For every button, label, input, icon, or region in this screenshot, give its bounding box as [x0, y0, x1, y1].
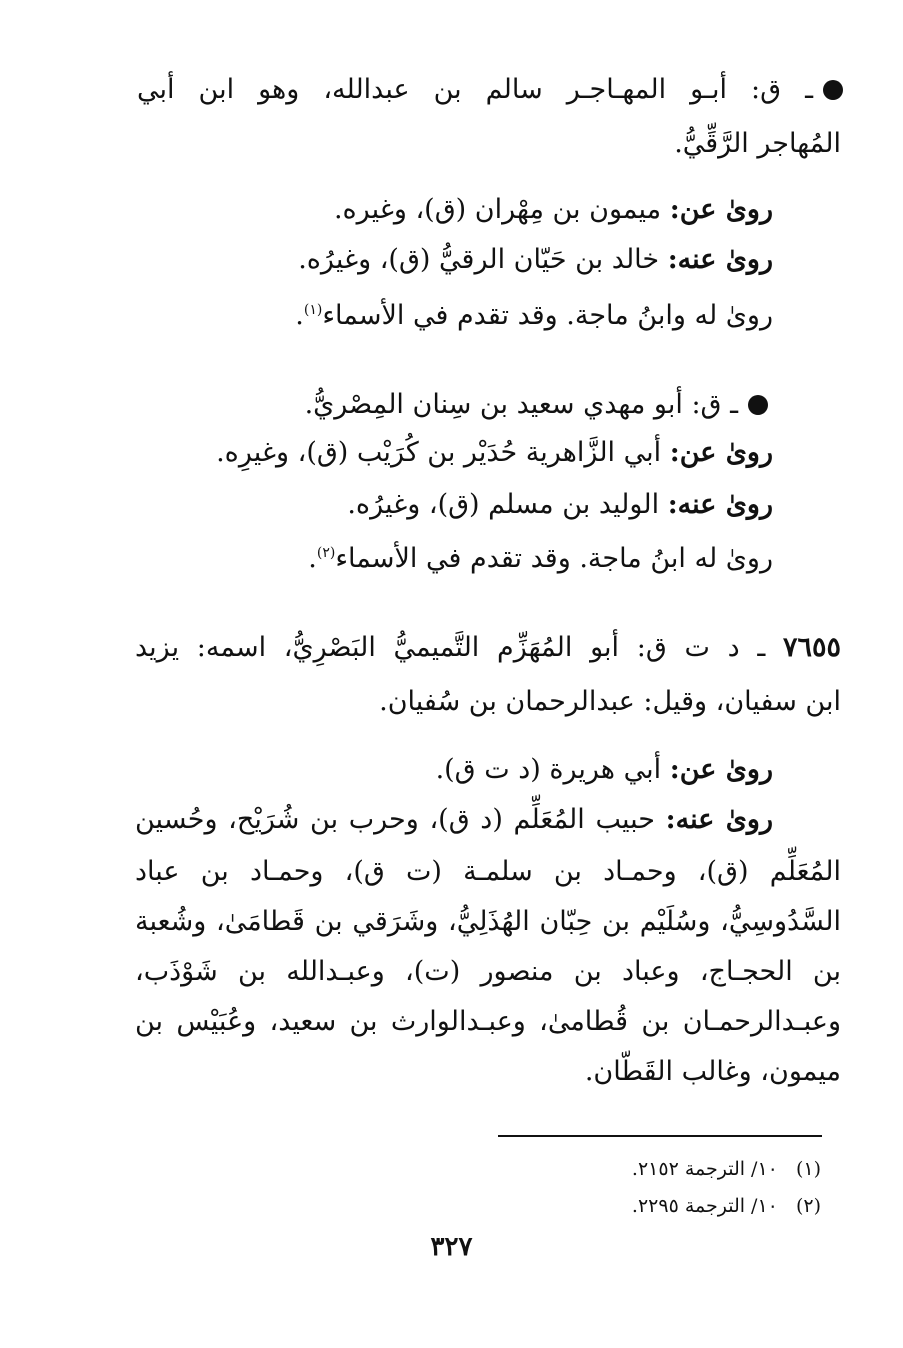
rawa-an-text: ميمون بن مِهْران (ق)، وغيره.: [333, 194, 662, 225]
page-number: ٣٢٧: [430, 1232, 473, 1262]
footnote-text: ١٠/ الترجمة ٢٢٩٥.: [631, 1195, 778, 1217]
rawa-anhu-label: روىٰ عنه:: [665, 804, 774, 835]
entry3-rawa-anhu-line6: ميمون، وغالب القَطّان.: [584, 1056, 841, 1087]
bullet-icon: [823, 80, 843, 100]
bullet-icon: [748, 395, 768, 415]
entry1-rawa-lahu: [295, 290, 773, 336]
rawa-lahu-text: روىٰ له وابنُ ماجة. وقد تقدم في الأسماء: [322, 300, 773, 331]
period: .: [308, 543, 317, 574]
entry-number: ٧٦٥٥: [782, 632, 841, 663]
footnote-separator: [498, 1135, 822, 1137]
rawa-anhu-text: حبيب المُعَلِّم (د ق)، وحرب بن شُرَيْح، وحُسين: [135, 804, 655, 835]
footnote-num: (١): [795, 1158, 821, 1180]
rawa-an-text: أبي هريرة (د ت ق).: [435, 754, 662, 785]
footnote-ref[interactable]: (١): [303, 302, 323, 318]
footnote-text: ١٠/ الترجمة ٢١٥٢.: [631, 1158, 778, 1180]
entry3-rawa-anhu-line3: السَّدُوسِيُّ، وسُلَيْم بن حِبّان الهُذَلِيُّ، وشَرَقي بن قَطامَىٰ، وشُعبة: [135, 906, 841, 937]
entry1-rawa-an: [334, 190, 773, 230]
entry3-rawa-anhu-line2: المُعَلِّم (ق)، وحمـاد بن سلمـة (ت ق)، وحمـاد بن عباد: [135, 856, 841, 887]
rawa-an-label: روىٰ عن:: [669, 437, 773, 468]
footnote-ref[interactable]: (٢): [316, 545, 336, 561]
entry2-rawa-an: [216, 433, 773, 473]
entry3-rawa-anhu-line4: بن الحجـاج، وعباد بن منصور (ت)، وعبـدالله بن شَوْذَب،: [135, 956, 841, 987]
rawa-anhu-text: خالد بن حَيّان الرقيُّ (ق)، وغيرُه.: [298, 244, 660, 275]
entry3-rawa-anhu-line1: [135, 800, 773, 840]
entry2-rawa-anhu: [347, 485, 773, 525]
rawa-anhu-text: الوليد بن مسلم (ق)، وغيرُه.: [347, 489, 660, 520]
rawa-anhu-label: روىٰ عنه:: [667, 244, 773, 275]
rawa-an-label: روىٰ عن:: [669, 194, 773, 225]
entry1-heading-text: ـ ق: أبـو المهـاجـر سالم بن عبدالله، وهو ابن أبي: [137, 74, 813, 105]
footnote-num: (٢): [795, 1195, 821, 1217]
footnote-1: [632, 1155, 821, 1183]
entry3-heading-line2: ابن سفيان، وقيل: عبدالرحمان بن سُفيان.: [379, 686, 841, 717]
entry3-heading-line1: [135, 628, 841, 668]
entry2-heading: [305, 385, 768, 425]
entry3-heading-text: ـ د ت ق: أبو المُهَزِّم التَّميميُّ البَصْرِيُّ، اسمه: يزيد: [135, 632, 766, 663]
entry2-heading-text: ـ ق: أبو مهدي سعيد بن سِنان المِصْريُّ.: [304, 389, 738, 420]
rawa-anhu-label: روىٰ عنه:: [667, 489, 773, 520]
rawa-lahu-text: روىٰ له ابنُ ماجة. وقد تقدم في الأسماء: [335, 543, 773, 574]
entry3-rawa-anhu-line5: وعبـدالرحمـان بن قُطامىٰ، وعبـدالوارث بن سعيد، وعُبَيْس بن: [135, 1006, 841, 1037]
entry1-heading-line1: [137, 70, 843, 110]
footnote-2: [632, 1192, 821, 1220]
entry1-heading-line2: المُهاجر الرَّقِّيُّ.: [674, 128, 841, 159]
rawa-an-label: روىٰ عن:: [669, 754, 773, 785]
period: .: [295, 300, 304, 331]
entry2-rawa-lahu: [308, 533, 773, 579]
rawa-an-text: أبي الزَّاهرية حُدَيْر بن كُرَيْب (ق)، وغيرِه.: [216, 437, 662, 468]
entry1-rawa-anhu: [298, 240, 773, 280]
entry3-rawa-an: [436, 750, 773, 790]
